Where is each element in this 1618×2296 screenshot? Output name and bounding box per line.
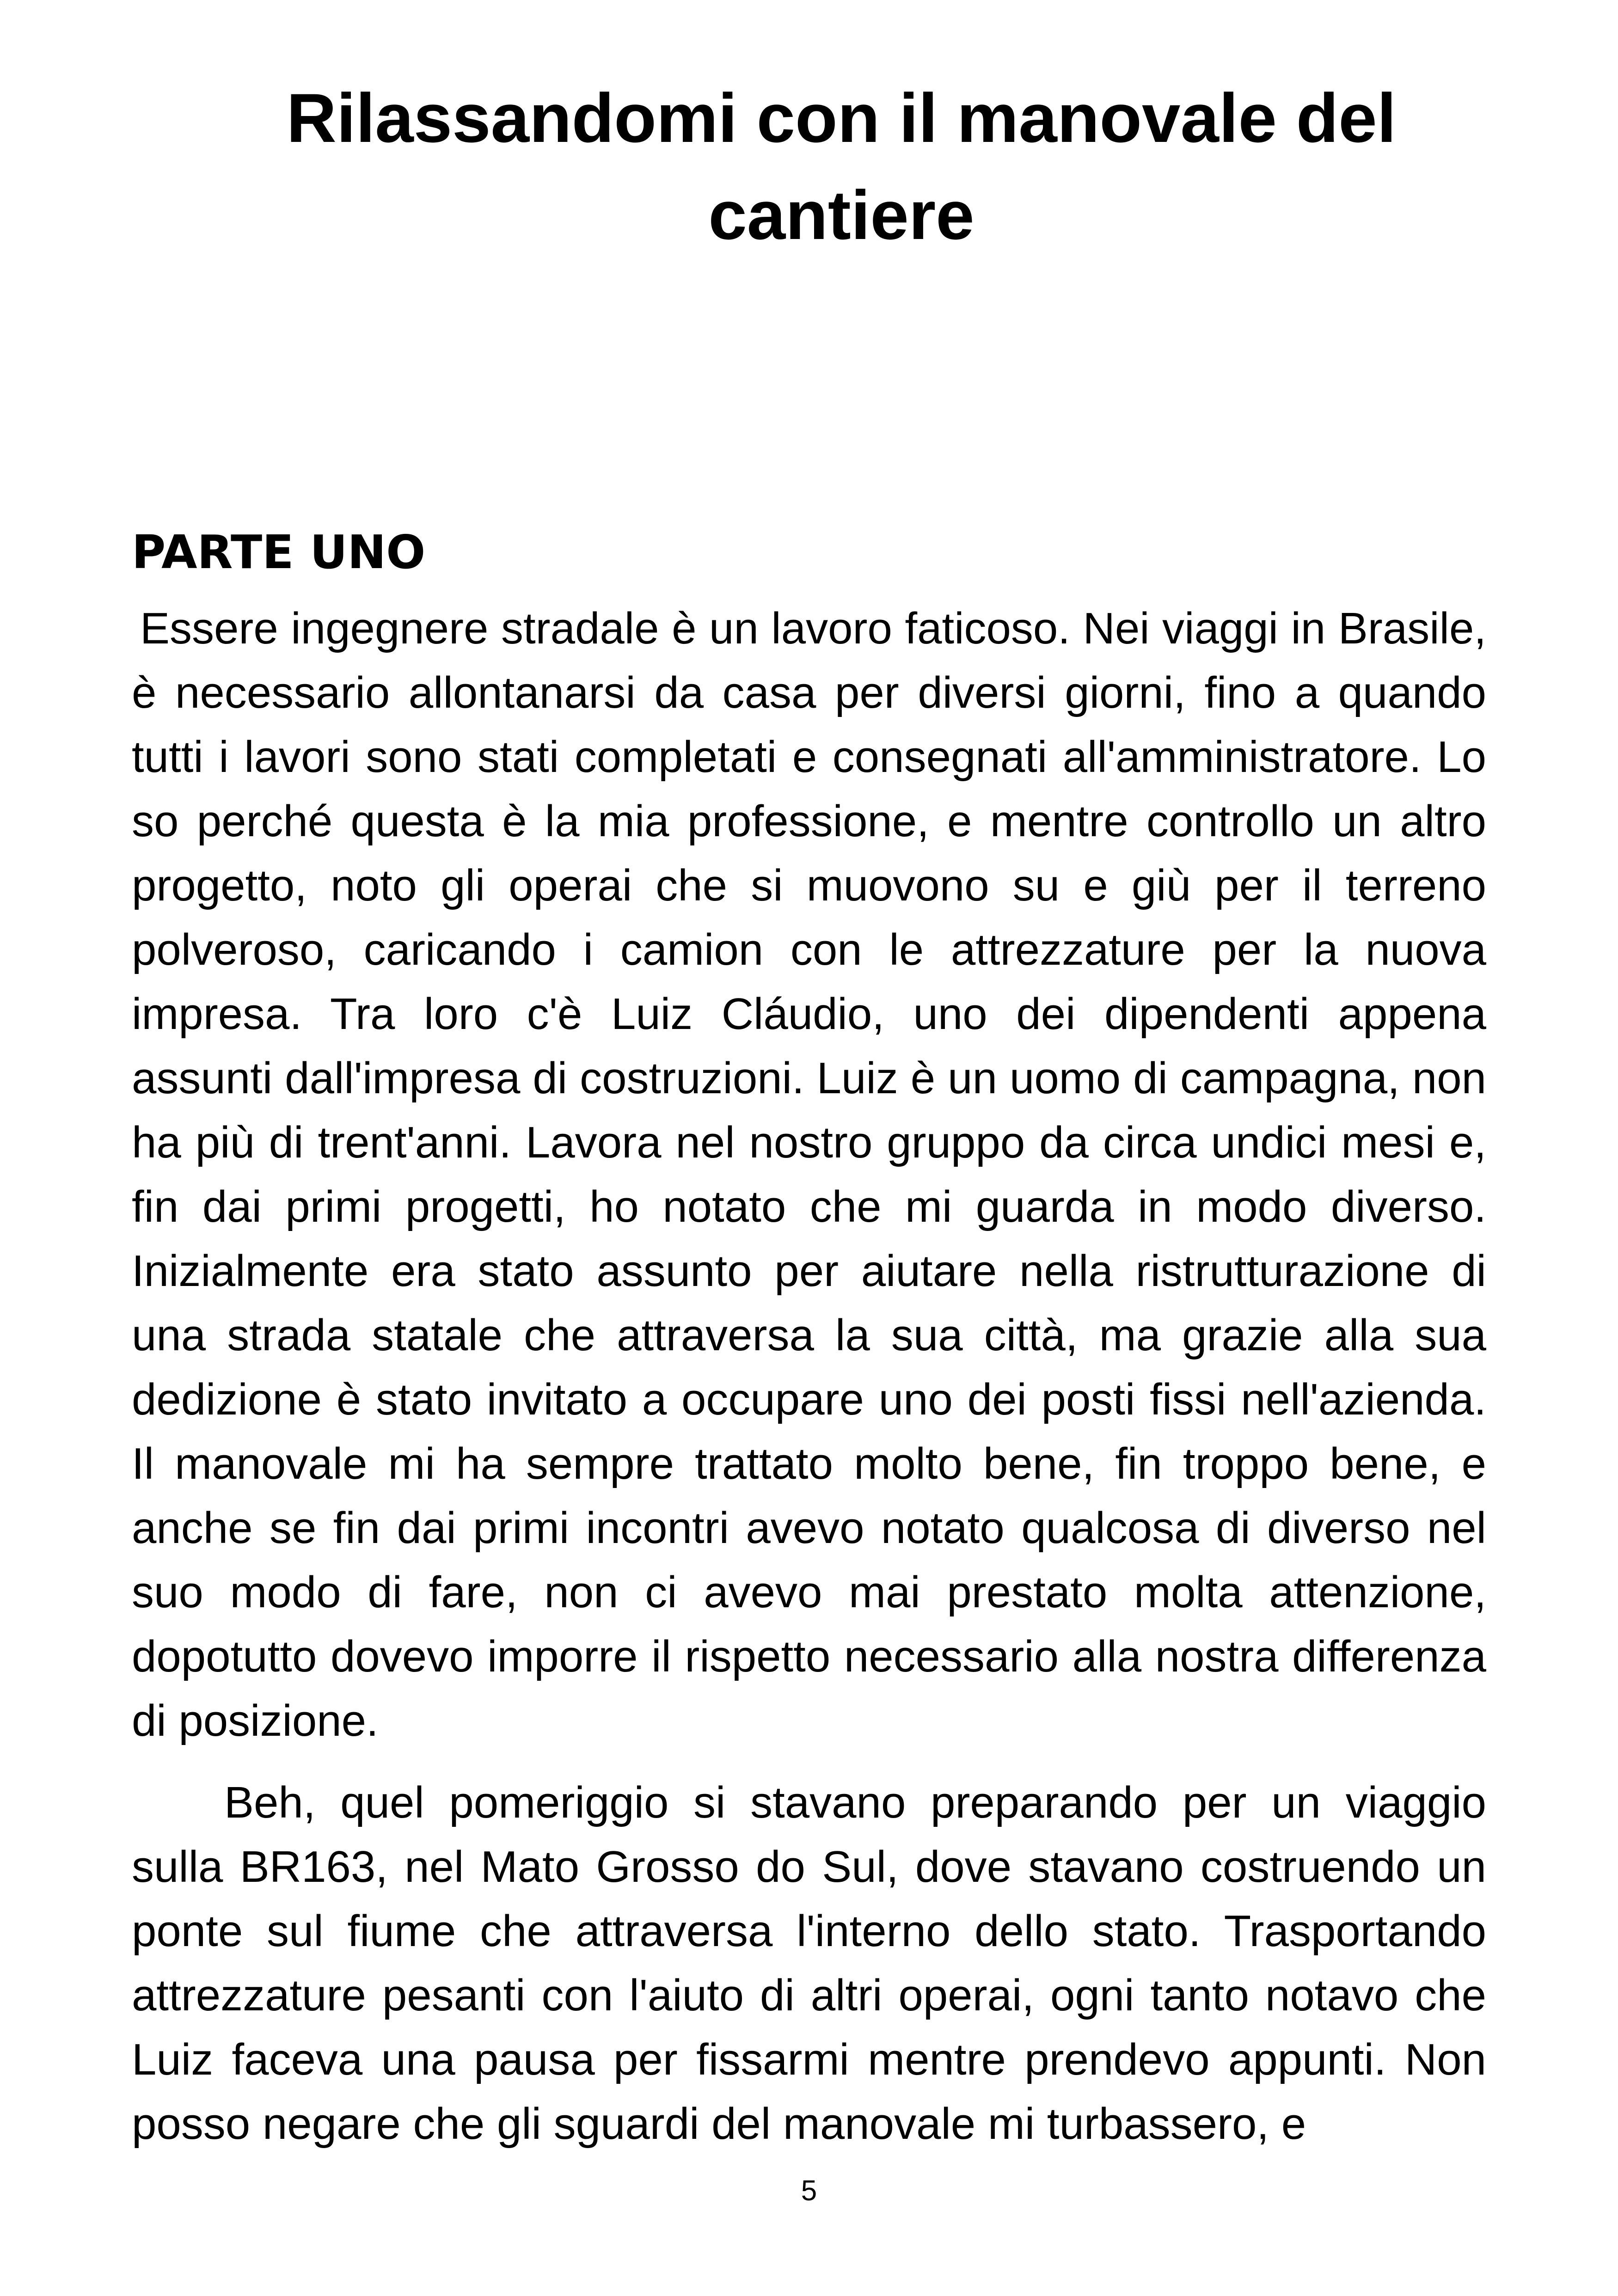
page-title: Rilassandomi con il manovale del cantiere [286,79,1397,254]
page-number: 5 [801,2175,817,2207]
body-text [132,596,1486,2156]
section-heading: PARTE UNO [132,525,426,579]
paragraph: Essere ingegnere stradale è un lavoro faticoso. Nei viaggi in Brasile, è necessario allontanarsi da casa per diversi giorni, fino a quando tutti i lavori sono stati completati e consegnati all'amministratore. Lo so perché questa è la mia professione, e mentre controllo un altro progetto, noto gli operai che si muovono su e giù per il terreno polveroso, caricando i camion con le attrezzature per la nuova impresa. Tra loro c'è Luiz Cláudio, uno dei dipendenti appena assunti dall'impresa di costruzioni. Luiz è un uomo di campagna, non ha più di trent'anni. Lavora nel nostro gruppo da circa undici mesi e, fin dai primi progetti, ho notato che mi guarda in modo diverso. Inizialmente era stato assunto per aiutare nella ristrutturazione di una strada statale che attraversa la sua città, ma grazie alla sua dedizione è stato invitato a occupare uno dei posti fissi nell'azienda. Il manovale mi ha sempre trattato molto bene, fin troppo bene, e anche se fin dai primi incontri avevo notato qualcosa di diverso nel suo modo di fare, non ci avevo mai prestato molta attenzione, dopotutto dovevo imporre il rispetto necessario alla nostra differenza di posizione. [132,604,1486,1745]
paragraph: Beh, quel pomeriggio si stavano preparando per un viaggio sulla BR163, nel Mato Grosso do Sul, dove stavano costruendo un ponte sul fiume che attraversa l'interno dello stato. Trasportando attrezzature pesanti con l'aiuto di altri operai, ogni tanto notavo che Luiz faceva una pausa per fissarmi mentre prendevo appunti. Non posso negare che gli sguardi del manovale mi turbassero, e [132,1778,1486,2149]
